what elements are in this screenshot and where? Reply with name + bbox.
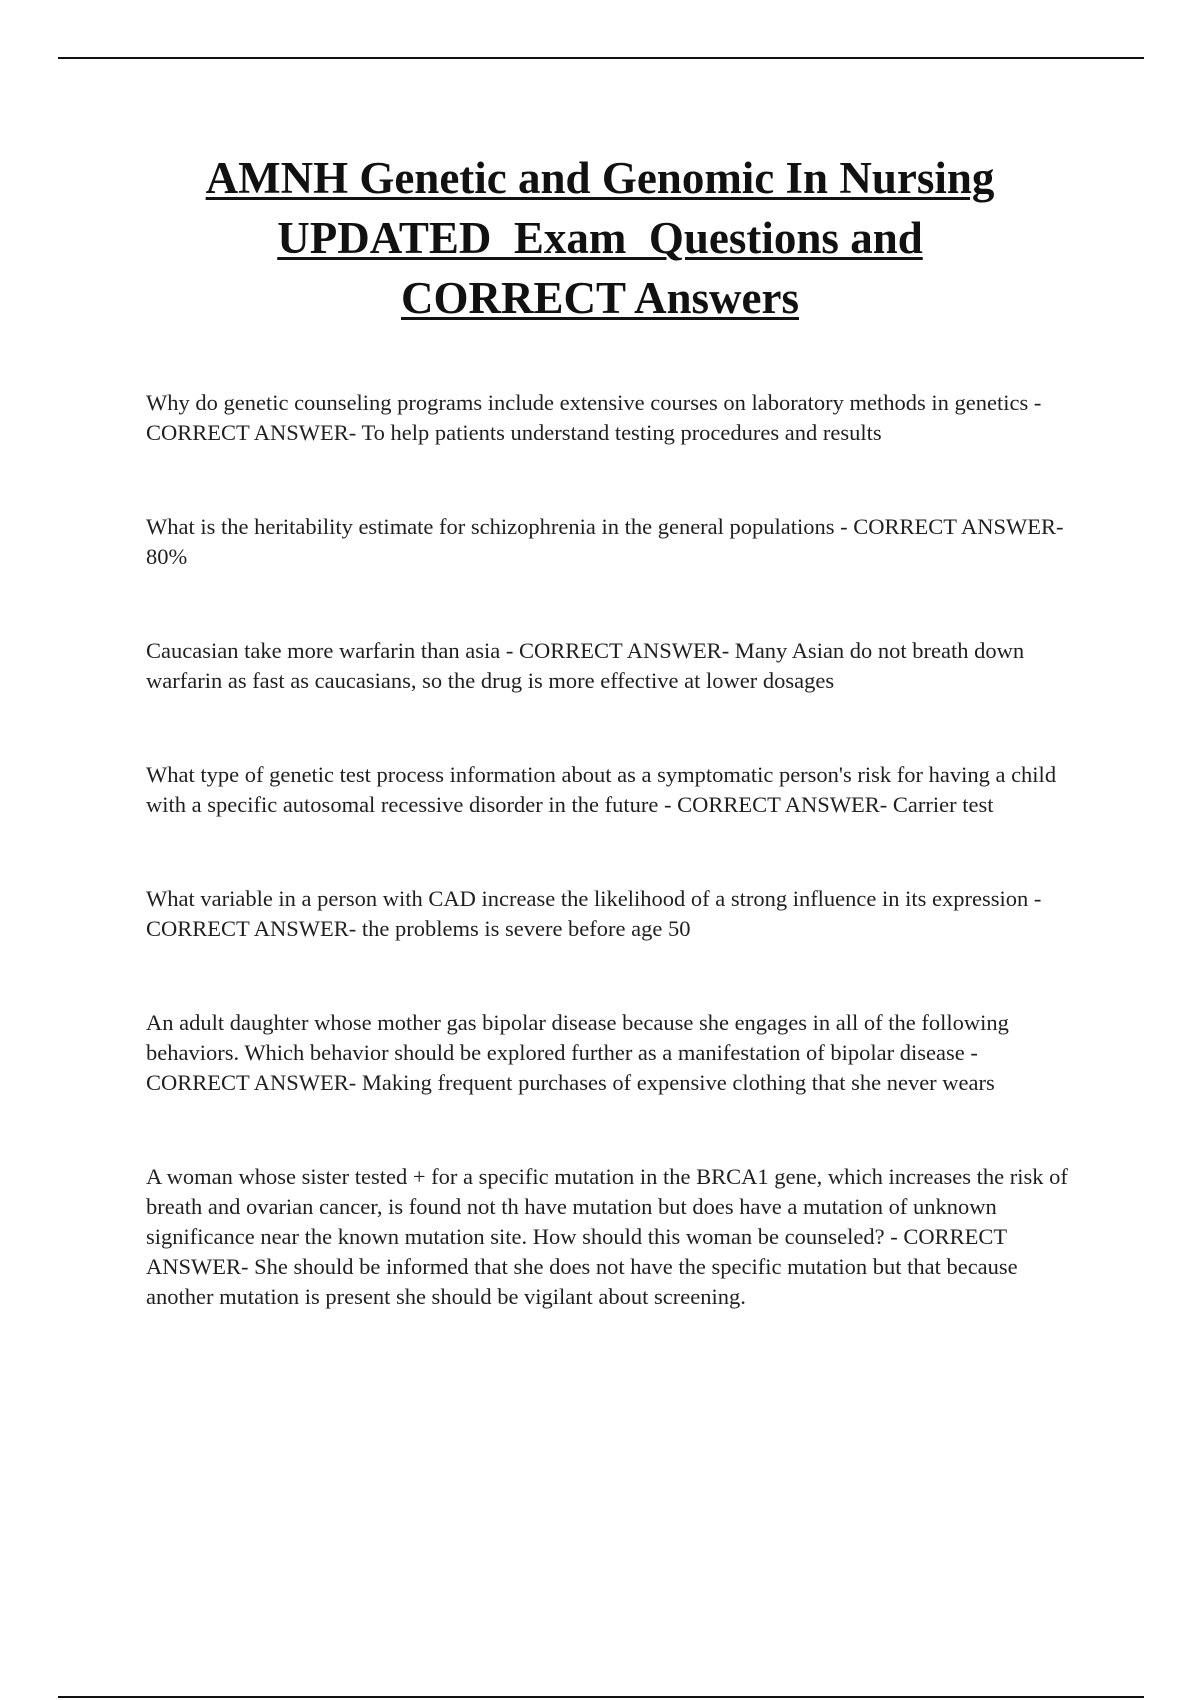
bottom-rule: [58, 1696, 1144, 1698]
qa-item-4: What type of genetic test process information about as a symptomatic person's risk for having a child with a specific autosomal recessive disorder in the future - CORRECT ANSWER- Carrier test: [146, 762, 1057, 817]
document-title: [120, 148, 1080, 328]
qa-item-1: Why do genetic counseling programs include extensive courses on laboratory methods in genetics - CORRECT ANSWER- To help patients understand testing procedures and results: [146, 390, 1042, 445]
qa-item-3: Caucasian take more warfarin than asia - CORRECT ANSWER- Many Asian do not breath down warfarin as fast as caucasians, so the drug is more effective at lower dosages: [146, 638, 1025, 693]
top-rule: [58, 57, 1144, 59]
title-line-1: AMNH Genetic and Genomic In Nursing: [205, 153, 995, 203]
title-line-3: CORRECT Answers: [401, 273, 799, 323]
qa-item-2: What is the heritability estimate for schizophrenia in the general populations - CORRECT ANSWER- 80%: [146, 514, 1064, 569]
qa-item-6: An adult daughter whose mother gas bipolar disease because she engages in all of the following behaviors. Which behavior should be explored further as a manifestation of bipolar disease - CORRECT ANSWER- Making frequent purchases of expensive clothing that she never wears: [146, 1010, 1009, 1095]
title-line-2: UPDATED Exam Questions and: [277, 213, 923, 263]
qa-item-7: A woman whose sister tested + for a specific mutation in the BRCA1 gene, which increases the risk of breath and ovarian cancer, is found not th have mutation but does have a mutation of unknown significance near the known mutation site. How should this woman be counseled? - CORRECT ANSWER- She should be informed that she does not have the specific mutation but that because another mutation is present she should be vigilant about screening.: [146, 1164, 1068, 1309]
qa-item-5: What variable in a person with CAD increase the likelihood of a strong influence in its expression - CORRECT ANSWER- the problems is severe before age 50: [146, 886, 1042, 941]
question-answer-list: [146, 388, 1086, 1376]
